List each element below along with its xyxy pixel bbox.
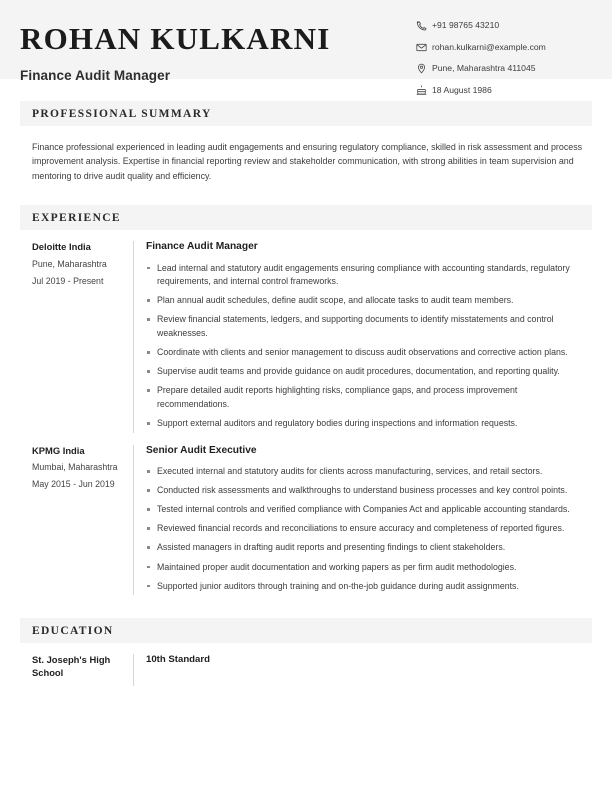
contact-list xyxy=(416,20,592,96)
phone-icon xyxy=(416,20,427,31)
email-icon xyxy=(416,42,427,53)
experience-bullet: Executed internal and statutory audits for clients across manufacturing, services, and retail sectors. xyxy=(146,465,592,479)
summary-text: Finance professional experienced in leading audit engagements and ensuring regulatory compliance, skilled in risk assessment and process improvement analysis. Expertise in financial reporting review and stakeholder communication, with strong abilities in team supervision and mentoring to drive audit quality and efficiency. xyxy=(32,142,583,181)
experience-bullet: Plan annual audit schedules, define audit scope, and allocate tasks to audit team members. xyxy=(146,294,592,308)
contact-item-phone[interactable] xyxy=(416,20,592,31)
education-entries xyxy=(0,643,612,686)
experience-location: Mumbai, Maharashtra xyxy=(32,462,118,473)
section-band-experience xyxy=(20,205,592,230)
education-entry-meta xyxy=(32,654,133,686)
page-title: ROHAN KULKARNI xyxy=(20,21,331,56)
experience-bullet: Tested internal controls and verified compliance with Companies Act and applicable accounting standards. xyxy=(146,503,592,517)
section-experience xyxy=(0,205,612,595)
experience-location: Pune, Maharashtra xyxy=(32,258,107,269)
section-title-education: EDUCATION xyxy=(32,624,114,637)
section-title-experience: EXPERIENCE xyxy=(32,211,121,224)
experience-bullet: Reviewed financial records and reconciliations to ensure accuracy and completeness of reported figures. xyxy=(146,522,592,536)
experience-entry xyxy=(32,241,592,432)
section-professional-summary xyxy=(0,101,612,183)
contact-birthdate-text: 18 August 1986 xyxy=(432,84,492,95)
experience-bullet: Support external auditors and regulatory bodies during inspections and information requests. xyxy=(146,417,592,431)
experience-role-title: Finance Audit Manager xyxy=(146,241,258,253)
contact-email-text: rohan.kulkarni@example.com xyxy=(432,41,546,52)
experience-dates: Jul 2019 - Present xyxy=(32,275,104,286)
summary-body xyxy=(0,126,612,183)
experience-bullet: Coordinate with clients and senior management to discuss audit observations and corrective action plans. xyxy=(146,346,592,360)
education-institution: St. Joseph's High School xyxy=(32,654,111,679)
experience-bullet: Maintained proper audit documentation and working papers as per firm audit methodologies. xyxy=(146,561,592,575)
section-title-summary: PROFESSIONAL SUMMARY xyxy=(32,107,212,120)
education-entry-detail xyxy=(133,654,592,686)
experience-entry-detail xyxy=(133,445,592,596)
resume-header xyxy=(0,0,612,95)
section-band-education xyxy=(20,618,592,643)
experience-bullet-list xyxy=(146,262,592,431)
header-job-title: Finance Audit Manager xyxy=(20,67,171,83)
experience-role-title: Senior Audit Executive xyxy=(146,444,257,456)
experience-bullet: Supported junior auditors through training and on-the-job guidance during audit assignments. xyxy=(146,580,592,594)
experience-bullet: Assisted managers in drafting audit reports and presenting findings to client stakeholders. xyxy=(146,541,592,555)
section-band-summary xyxy=(20,101,592,126)
experience-entry-meta xyxy=(32,445,133,596)
experience-entry-detail xyxy=(133,241,592,432)
experience-entry xyxy=(32,445,592,596)
contact-item-email[interactable] xyxy=(416,42,592,53)
experience-bullet: Conducted risk assessments and walkthroughs to understand business processes and key control points. xyxy=(146,484,592,498)
experience-organization: KPMG India xyxy=(32,444,85,456)
header-identity xyxy=(20,20,330,83)
section-education xyxy=(0,618,612,686)
experience-bullet-list xyxy=(146,465,592,593)
experience-entries xyxy=(0,230,612,595)
experience-bullet: Prepare detailed audit reports highlighting risks, compliance gaps, and process improvement recommendations. xyxy=(146,384,592,411)
experience-dates: May 2015 - Jun 2019 xyxy=(32,479,115,490)
experience-bullet: Lead internal and statutory audit engagements ensuring compliance with accounting standards, regulatory requirements, and internal control frameworks. xyxy=(146,262,592,289)
location-pin-icon xyxy=(416,63,427,74)
contact-item-location[interactable] xyxy=(416,63,592,74)
experience-bullet: Review financial statements, ledgers, and supporting documents to identify misstatements and control weaknesses. xyxy=(146,313,592,340)
contact-phone-text: +91 98765 43210 xyxy=(432,20,500,31)
education-degree: 10th Standard xyxy=(146,654,210,666)
contact-item-birthdate[interactable] xyxy=(416,85,592,96)
experience-organization: Deloitte India xyxy=(32,241,91,253)
education-entry xyxy=(32,654,592,686)
entry-spacer xyxy=(32,433,592,445)
contact-location-text: Pune, Maharashtra 411045 xyxy=(432,63,536,74)
birthday-cake-icon xyxy=(416,85,427,96)
experience-bullet: Supervise audit teams and provide guidance on audit procedures, documentation, and reporting quality. xyxy=(146,365,592,379)
experience-entry-meta xyxy=(32,241,133,432)
